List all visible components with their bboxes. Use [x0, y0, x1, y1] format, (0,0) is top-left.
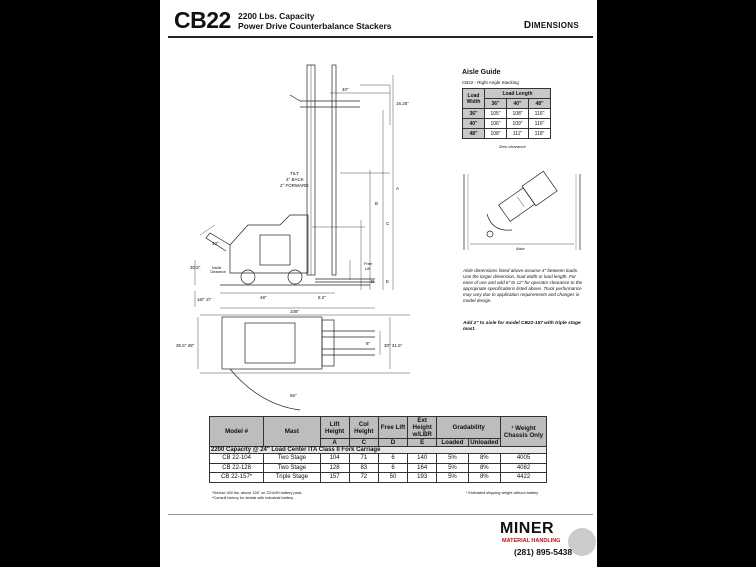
th-col-height: Col Height [349, 417, 378, 439]
aisle-value-cell: 108" [485, 129, 507, 139]
aisle-guide-table [462, 88, 551, 139]
dim-16-5: 16\" 2\" [197, 297, 212, 302]
cell-mast: Triple Stage [264, 473, 320, 483]
aisle-guide-title: Aisle Guide [462, 69, 501, 76]
capacity-text: 2200 Lbs. Capacity [238, 11, 315, 21]
th-weight: ¹ Weight Chassis Only [501, 417, 547, 447]
cell-loaded: 5% [437, 463, 468, 473]
dim-48: 48" [260, 295, 267, 300]
cell-free: 6 [378, 463, 407, 473]
cell-loaded: 5% [437, 454, 468, 464]
cell-unloaded: 8% [468, 454, 501, 464]
tilt-forward-label: 2° FORWARD [280, 183, 309, 188]
section-title-rest: IMENSIONS [531, 21, 579, 30]
aisle-width-cell: 40" [463, 119, 485, 129]
aisle-value-cell: 109" [507, 119, 529, 129]
cell-loaded: 5% [437, 473, 468, 483]
dim-16-25: 16.25" [396, 101, 409, 106]
cell-col: 71 [349, 454, 378, 464]
cell-weight: 4422 [501, 473, 547, 483]
cell-unloaded: 8% [468, 473, 501, 483]
cell-mast: Two Stage [264, 454, 320, 464]
dim-8-2: 8.2" [318, 295, 326, 300]
th-sub-d: D [378, 439, 407, 447]
model-title: CB22 [174, 7, 231, 33]
th-lift-height: Lift Height [320, 417, 349, 439]
table-row [463, 129, 551, 139]
spec-table [209, 416, 547, 483]
inside-clearance-1: Inside [212, 266, 222, 270]
cell-lift: 104 [320, 454, 349, 464]
footer-divider [168, 514, 593, 515]
section-title [524, 20, 579, 31]
brand-subtitle: MATERIAL HANDLING [502, 538, 561, 544]
footnote-right: ¹ Estimated shipping weight without battery [466, 491, 539, 495]
dim-b: B [375, 201, 379, 206]
product-subtitle: Power Drive Counterbalance Stackers [238, 21, 392, 31]
dimension-drawing [176, 55, 460, 415]
aisle-value-cell: 116" [529, 109, 551, 119]
aisle-guide-subtitle: CB22 - Right Angle Stacking [462, 80, 519, 85]
inside-clearance-2: Clearance [210, 270, 226, 274]
aisle-length-header: 40" [507, 99, 529, 109]
angle-43: 43° [212, 241, 219, 246]
th-unloaded: Unloaded [468, 439, 501, 447]
tilt-label: TILT [290, 171, 299, 176]
aisle-value-cell: 106" [485, 119, 507, 129]
aisle-value-cell: 116" [529, 119, 551, 129]
aisle-length-header: 36" [485, 99, 507, 109]
dim-30-5: 30.5" [190, 265, 201, 270]
free-lift-2: Lift [365, 266, 371, 271]
aisle-value-cell: 118" [529, 129, 551, 139]
dim-35-5: 35.5" 28" [176, 343, 195, 348]
table-row [463, 109, 551, 119]
th-ext-height: Ext Height w/LBR [408, 417, 437, 439]
th-free-lift: Free Lift [378, 417, 407, 439]
brand-phone: (281) 895-5438 [514, 547, 573, 557]
table-row [463, 119, 551, 129]
dim-56: 56" [290, 393, 297, 398]
table-row [210, 454, 547, 464]
table-row [210, 463, 547, 473]
th-sub-a: A [320, 439, 349, 447]
header [160, 0, 597, 40]
footnote-2: *Consult factory for details with industrial battery. [212, 496, 294, 501]
free-lift-1: Free [364, 261, 373, 266]
cell-ext: 164 [408, 463, 437, 473]
cell-ext: 193 [408, 473, 437, 483]
cell-lift: 157 [320, 473, 349, 483]
aisle-note-bold: Add 2" to aisle for model CB22-157 with triple stage mast. [463, 321, 581, 333]
cell-model: CB 22-157* [210, 473, 264, 483]
cell-model: CB 22-128 [210, 463, 264, 473]
watermark-icon [568, 528, 596, 556]
capacity-band: 2200 Capacity @ 24" Load Center ITA Class II Fork Carriage [210, 447, 547, 454]
cell-free: 50 [378, 473, 407, 483]
cell-lift: 128 [320, 463, 349, 473]
cell-mast: Two Stage [264, 463, 320, 473]
aisle-value-cell: 105" [485, 109, 507, 119]
dim-40: 40" [342, 87, 349, 92]
aisle-length-header: 48" [529, 99, 551, 109]
brand-logo: MINER [500, 520, 555, 537]
cell-free: 6 [378, 454, 407, 464]
section-title-initial: D [523, 20, 532, 31]
dim-e: E [386, 279, 390, 284]
aisle-col-load-width: Load Width [463, 89, 485, 109]
th-sub-e: E [408, 439, 437, 447]
aisle-value-cell: 111" [507, 129, 529, 139]
dim-c: C [386, 221, 390, 226]
aisle-col-load-length: Load Length [485, 89, 551, 99]
cell-col: 72 [349, 473, 378, 483]
tilt-back-label: 4° BACK [286, 177, 304, 182]
table-row [210, 473, 547, 483]
th-mast: Mast [264, 417, 320, 447]
cell-weight: 4082 [501, 463, 547, 473]
dim-108: 108" [290, 309, 300, 314]
spec-sheet-page [160, 0, 597, 567]
aisle-diagram [462, 172, 582, 252]
cell-weight: 4005 [501, 454, 547, 464]
th-sub-c: C [349, 439, 378, 447]
aisle-width-cell: 36" [463, 109, 485, 119]
th-model: Model # [210, 417, 264, 447]
cell-unloaded: 8% [468, 463, 501, 473]
dim-d: D [371, 279, 375, 284]
aisle-note: Aisle dimensions listed above assume 4" between loads. Use the larger dimension, load width or load length. For ease of use and add 6" to 12" for operator clearance to the appropriate specifications listed above. Truck performance may vary due to application requirements and changes in model design. [463, 268, 583, 303]
dim-30: 30" 31.5" [384, 343, 403, 348]
th-gradability: Gradability [437, 417, 501, 439]
zero-clearance-note: Zero clearance [499, 144, 526, 149]
aisle-width-cell: 48" [463, 129, 485, 139]
dim-a: A [396, 186, 400, 191]
aisle-label: Aisle [516, 246, 525, 251]
footnote-1: *Deduct 400 lbs. above 128" on 22/4/4H battery pack. [212, 491, 303, 495]
cell-ext: 140 [408, 454, 437, 464]
cell-col: 83 [349, 463, 378, 473]
header-divider [168, 36, 593, 38]
th-loaded: Loaded [437, 439, 468, 447]
dim-8: 8" [366, 341, 371, 346]
footnotes-left [212, 491, 302, 502]
aisle-value-cell: 108" [507, 109, 529, 119]
cell-model: CB 22-104 [210, 454, 264, 464]
